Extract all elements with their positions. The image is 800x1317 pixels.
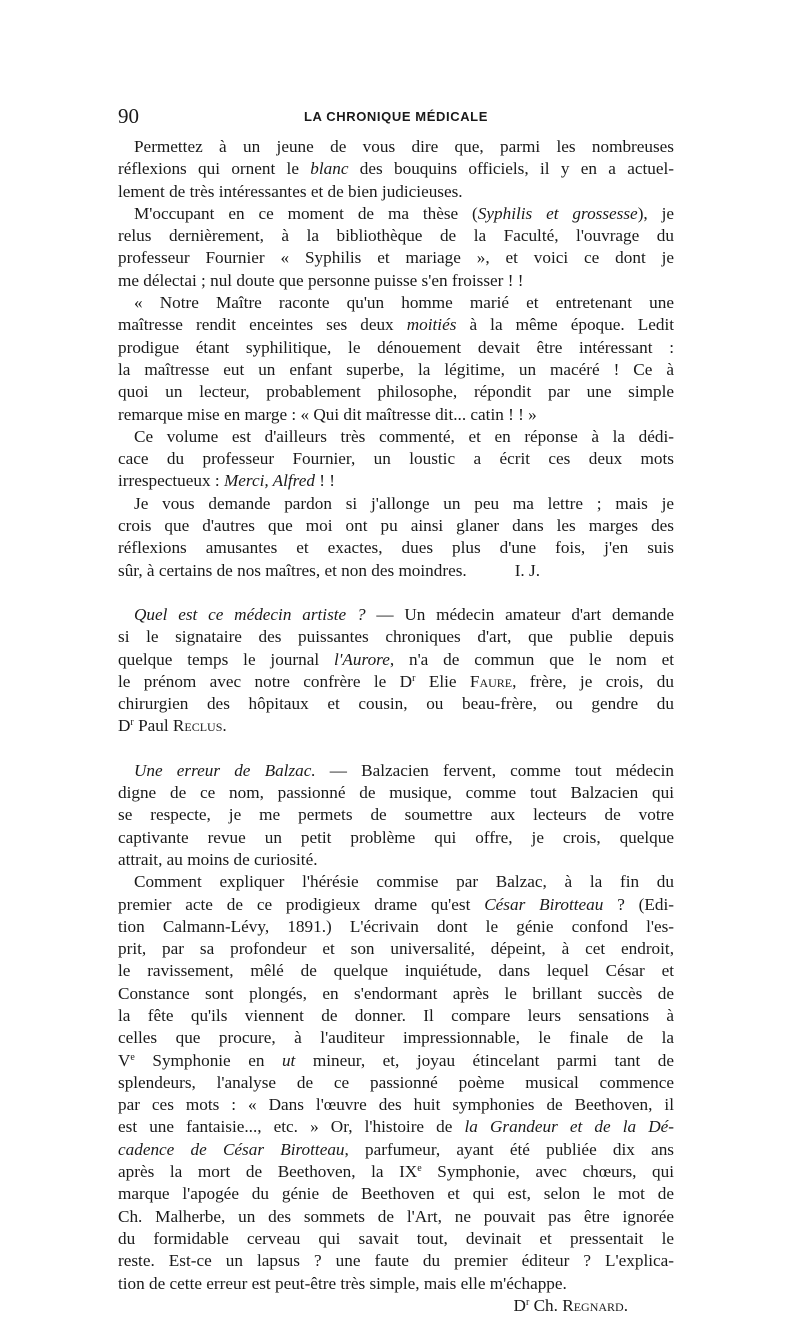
text-line: Je vous demande pardon si j'allonge un peu ma lettre ; mais je — [134, 493, 674, 513]
text-line: digne de ce nom, passionné de musique, comme tout Balzacien qui — [118, 783, 674, 803]
text-line: le ravissement, mêlé de quelque inquiétude, dans lequel César et — [118, 961, 674, 981]
text-line: splendeurs, l'analyse de ce passionné poème musical commence — [118, 1072, 674, 1092]
section-gap — [118, 738, 674, 760]
text-line: le prénom avec notre confrère le $D^r$ Elie Faure, frère, je crois, du — [118, 671, 674, 691]
text-line: me délectai ; nul doute que personne puisse s'en froisser ! ! — [118, 270, 524, 290]
signature: $D^r$ Ch. Regnard. — [513, 1295, 628, 1315]
text-line: captivante revue un petit problème qui offre, je crois, quelque — [118, 827, 674, 847]
page-number: 90 — [118, 104, 139, 128]
text-line: crois que d'autres que moi ont pu ainsi glaner dans les marges des — [118, 516, 674, 536]
section-heading: Quel est ce médecin artiste ? — [134, 604, 366, 624]
section-gap — [118, 582, 674, 604]
text-line: remarque mise en marge : « Qui dit maîtresse dit... catin ! ! » — [118, 404, 537, 424]
section-heading: Une erreur de Balzac. — [134, 760, 316, 780]
text-line: prodigue étant syphilitique, le dénouement devait être intéressant : — [118, 337, 674, 357]
text-line: cadence de César Birotteau, parfumeur, ayant été publiée dix ans — [118, 1139, 674, 1159]
text-line: Constance sont plongés, en s'endormant après le brillant succès de — [118, 983, 674, 1003]
text-line: tion Calmann-Lévy, 1891.) L'écrivain dont le génie confond l'es- — [118, 916, 674, 936]
text-line: marque l'apogée du génie de Beethoven et qui est, selon le mot de — [118, 1184, 674, 1204]
text-line: Ve Symphonie en ut mineur, et, joyau étincelant parmi tant de — [118, 1050, 674, 1070]
text-line: Ce volume est d'ailleurs très commenté, et en réponse à la dédi- — [134, 426, 674, 446]
text-line: réflexions amusantes et exactes, dues plus d'une fois, j'en suis — [118, 538, 674, 558]
text-line: Quel est ce médecin artiste ? — Un médecin amateur d'art demande — [134, 604, 674, 624]
text-line: maîtresse rendit enceintes ses deux moitiés à la même époque. Ledit — [118, 315, 674, 335]
text-line: chirurgien des hôpitaux et cousin, ou beau-frère, ou gendre du — [118, 694, 674, 714]
text-line: celles que procure, à l'auditeur impressionnable, le finale de la — [118, 1028, 674, 1048]
text-line: reste. Est-ce un lapsus ? une faute du premier éditeur ? L'explica- — [118, 1251, 674, 1271]
text-line: $D^r$ Paul Reclus. — [118, 716, 227, 736]
text-line: quoi un lecteur, probablement philosophe, répondit par une simple — [118, 382, 674, 402]
text-line: la fête qu'ils viennent de donner. Il compare leurs sensations à — [118, 1005, 674, 1025]
text-line: irrespectueux : Merci, Alfred ! ! — [118, 471, 336, 491]
text-line: par ces mots : « Dans l'œuvre des huit symphonies de Beethoven, il — [118, 1095, 674, 1115]
running-title: LA CHRONIQUE MÉDICALE — [303, 109, 488, 124]
text-line: tion de cette erreur est peut-être très simple, mais elle m'échappe. — [118, 1273, 567, 1293]
text-line: lement de très intéressantes et de bien judicieuses. — [118, 181, 463, 201]
article-body — [118, 136, 674, 1317]
text-line: Comment expliquer l'hérésie commise par Balzac, à la fin du — [134, 872, 674, 892]
text-line: Permettez à un jeune de vous dire que, parmi les nombreuses — [134, 137, 674, 156]
text-line: la maîtresse eut un enfant superbe, la légitime, un macéré ! Ce à — [118, 359, 674, 379]
text-line: cace du professeur Fournier, un loustic a écrit ces deux mots — [118, 449, 674, 469]
text-line: est une fantaisie..., etc. » Or, l'histoire de la Grandeur et de la Dé- — [118, 1117, 674, 1137]
text-line: quelque temps le journal l'Aurore, n'a de commun que le nom et — [118, 649, 674, 669]
text-line: M'occupant en ce moment de ma thèse (Syphilis et grossesse), je — [134, 203, 675, 223]
text-line: réflexions qui ornent le blanc des bouquins officiels, il y en a actuel- — [118, 159, 674, 179]
initials-signature: I. J. — [514, 560, 541, 580]
page — [118, 104, 674, 1317]
text-line: premier acte de ce prodigieux drame qu'est César Birotteau ? (Edi- — [118, 894, 674, 914]
text-line: relus dernièrement, à la bibliothèque de la Faculté, l'ouvrage du — [118, 226, 674, 246]
text-line: professeur Fournier « Syphilis et mariage », et voici ce dont je — [118, 248, 674, 268]
page-header — [118, 104, 674, 128]
text-line: Une erreur de Balzac. — Balzacien fervent, comme tout médecin — [134, 760, 674, 780]
text-line: si le signataire des puissantes chroniques d'art, que publie depuis — [118, 627, 674, 647]
text-line: attrait, au moins de curiosité. — [118, 849, 318, 869]
text-line: après la mort de Beethoven, la IXe Symphonie, avec chœurs, qui — [118, 1162, 674, 1182]
text-line: sûr, à certains de nos maîtres, et non des moindres. I. J. — [118, 560, 541, 580]
text-line: « Notre Maître raconte qu'un homme marié et entretenant une — [134, 293, 674, 313]
text-line: Ch. Malherbe, un des sommets de l'Art, ne pouvait pas être ignorée — [118, 1206, 674, 1226]
text-line: du formidable cerveau qui savait tout, devinait et pressentait le — [118, 1228, 674, 1248]
text-line: prit, par sa profondeur et son universalité, dépeint, à cet endroit, — [118, 939, 674, 959]
text-line: se respecte, je me permets de soumettre aux lecteurs de votre — [118, 805, 674, 825]
